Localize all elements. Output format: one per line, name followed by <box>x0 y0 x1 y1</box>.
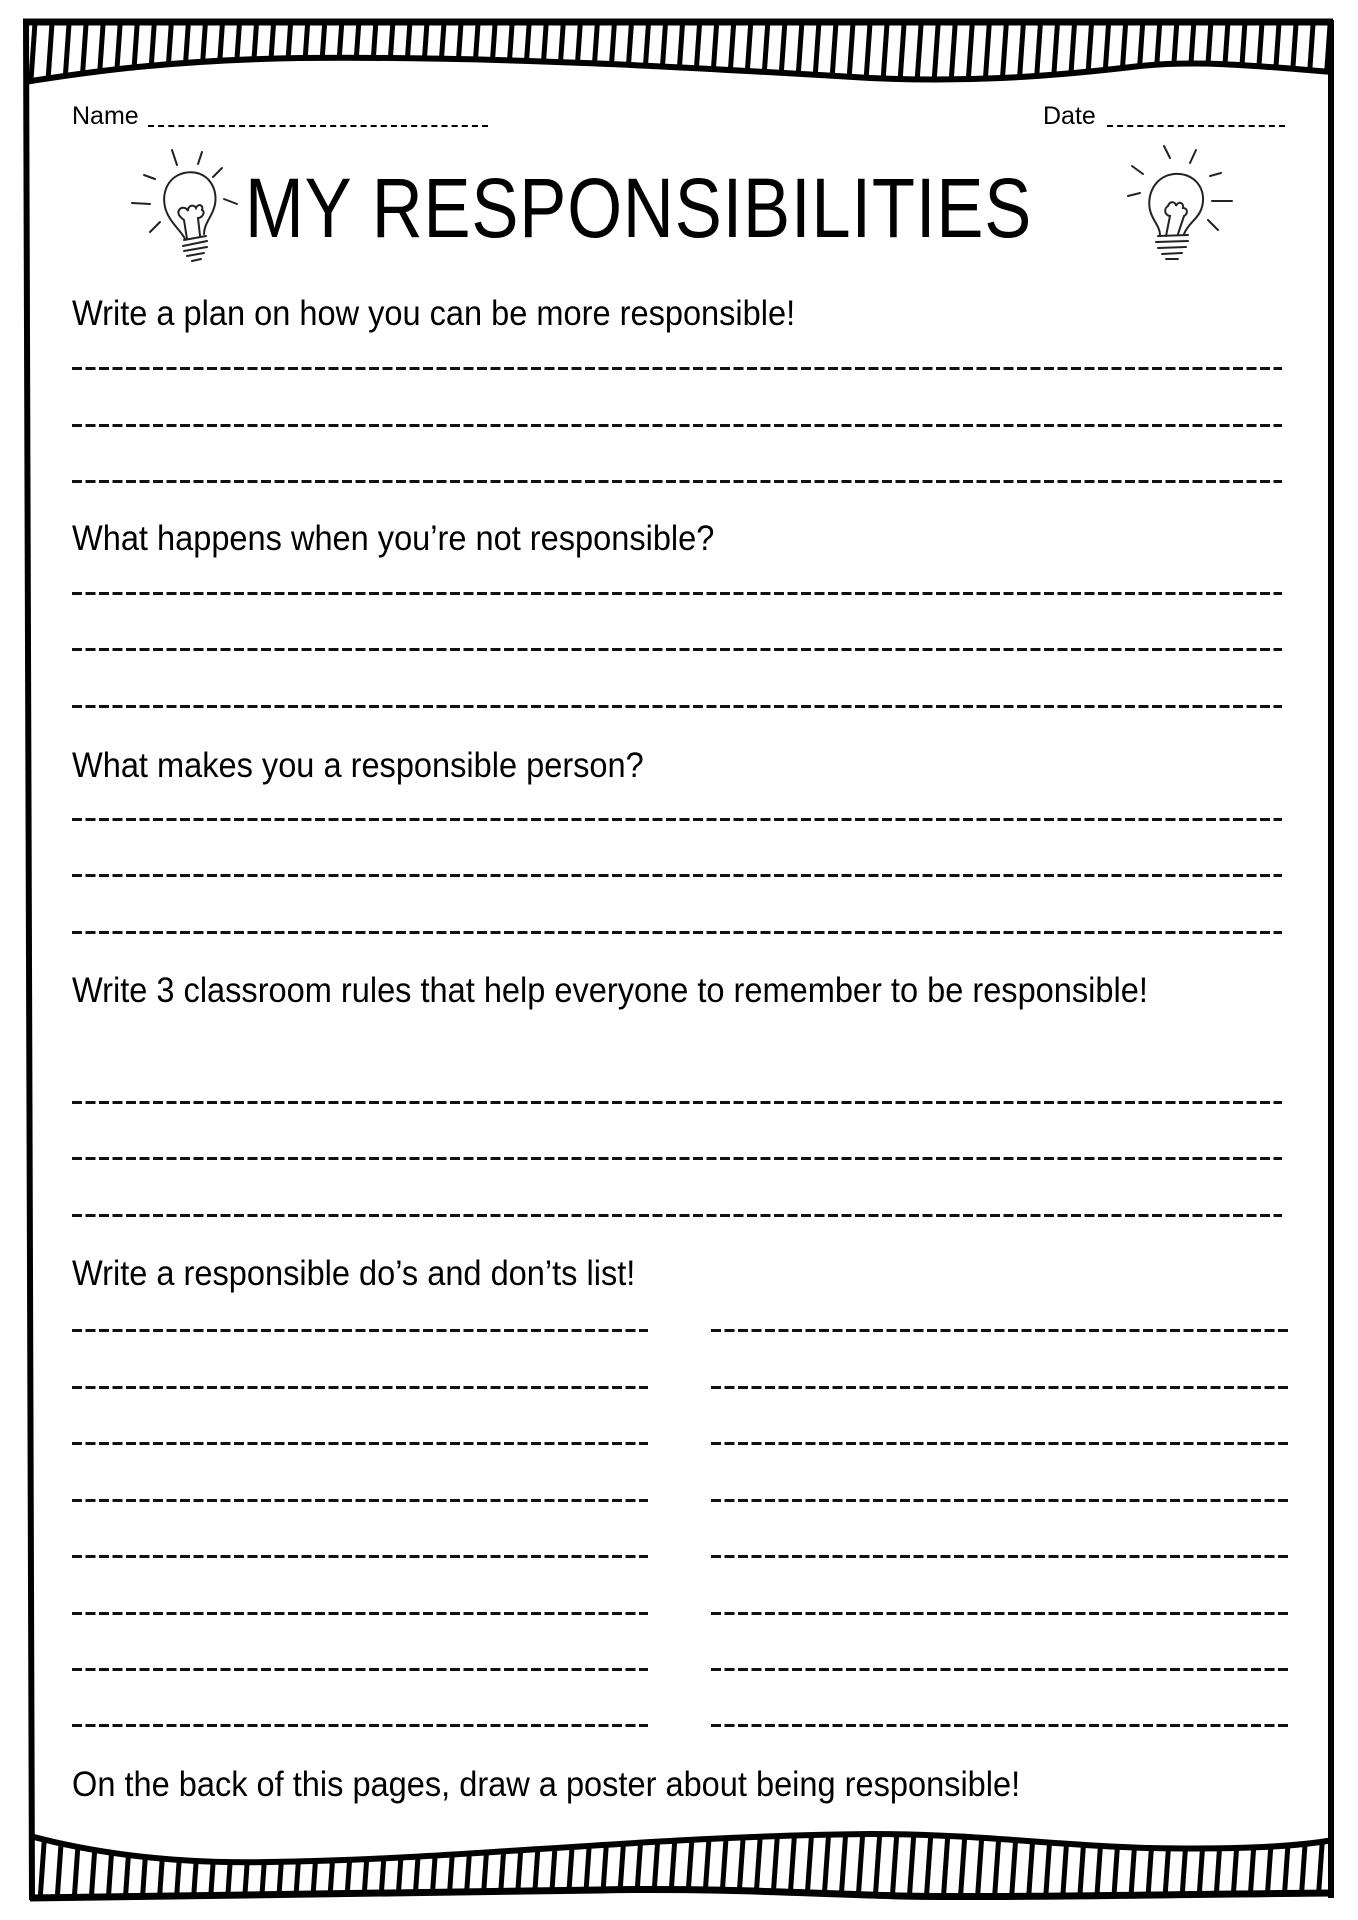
name-write-line[interactable] <box>148 125 488 127</box>
answer-line[interactable] <box>711 1724 1289 1727</box>
section-prompt: What happens when you’re not responsible? <box>72 519 715 558</box>
answer-line[interactable] <box>72 1214 1282 1217</box>
answer-line[interactable] <box>72 1101 1282 1104</box>
answer-line[interactable] <box>711 1499 1289 1502</box>
section-prompt: What makes you a responsible person? <box>72 746 644 785</box>
answer-line[interactable] <box>72 592 1282 595</box>
answer-line[interactable] <box>72 1555 648 1558</box>
answer-line[interactable] <box>72 818 1282 821</box>
answer-line[interactable] <box>72 1612 648 1615</box>
answer-line[interactable] <box>711 1442 1289 1445</box>
answer-line[interactable] <box>72 931 1282 934</box>
answer-line[interactable] <box>72 705 1282 708</box>
answer-line[interactable] <box>72 1386 648 1389</box>
section-prompt: Write a plan on how you can be more responsible! <box>72 294 796 333</box>
lightbulb-icon <box>1108 138 1238 268</box>
section-prompt: Write 3 classroom rules that help everyone to remember to be responsible! <box>72 971 1148 1010</box>
answer-line[interactable] <box>711 1668 1289 1671</box>
answer-line[interactable] <box>72 367 1282 370</box>
answer-line[interactable] <box>72 1724 648 1727</box>
section-prompt: Write a responsible do’s and don’ts list! <box>72 1254 636 1293</box>
answer-line[interactable] <box>72 1499 648 1502</box>
date-write-line[interactable] <box>1107 125 1285 127</box>
date-label: Date <box>1043 102 1096 130</box>
answer-line[interactable] <box>72 480 1282 483</box>
footer-instruction: On the back of this pages, draw a poster about being responsible! <box>72 1765 1021 1804</box>
answer-line[interactable] <box>72 1442 648 1445</box>
answer-line[interactable] <box>72 1157 1282 1160</box>
answer-line[interactable] <box>72 874 1282 877</box>
answer-line[interactable] <box>72 1329 648 1332</box>
answer-line[interactable] <box>711 1612 1289 1615</box>
page-title: MY RESPONSIBILITIES <box>245 161 1033 255</box>
answer-line[interactable] <box>72 1668 648 1671</box>
lightbulb-icon <box>122 140 252 270</box>
answer-line[interactable] <box>72 648 1282 651</box>
name-label: Name <box>72 102 139 130</box>
answer-line[interactable] <box>72 424 1282 427</box>
answer-line[interactable] <box>711 1386 1289 1389</box>
answer-line[interactable] <box>711 1555 1289 1558</box>
answer-line[interactable] <box>711 1329 1289 1332</box>
